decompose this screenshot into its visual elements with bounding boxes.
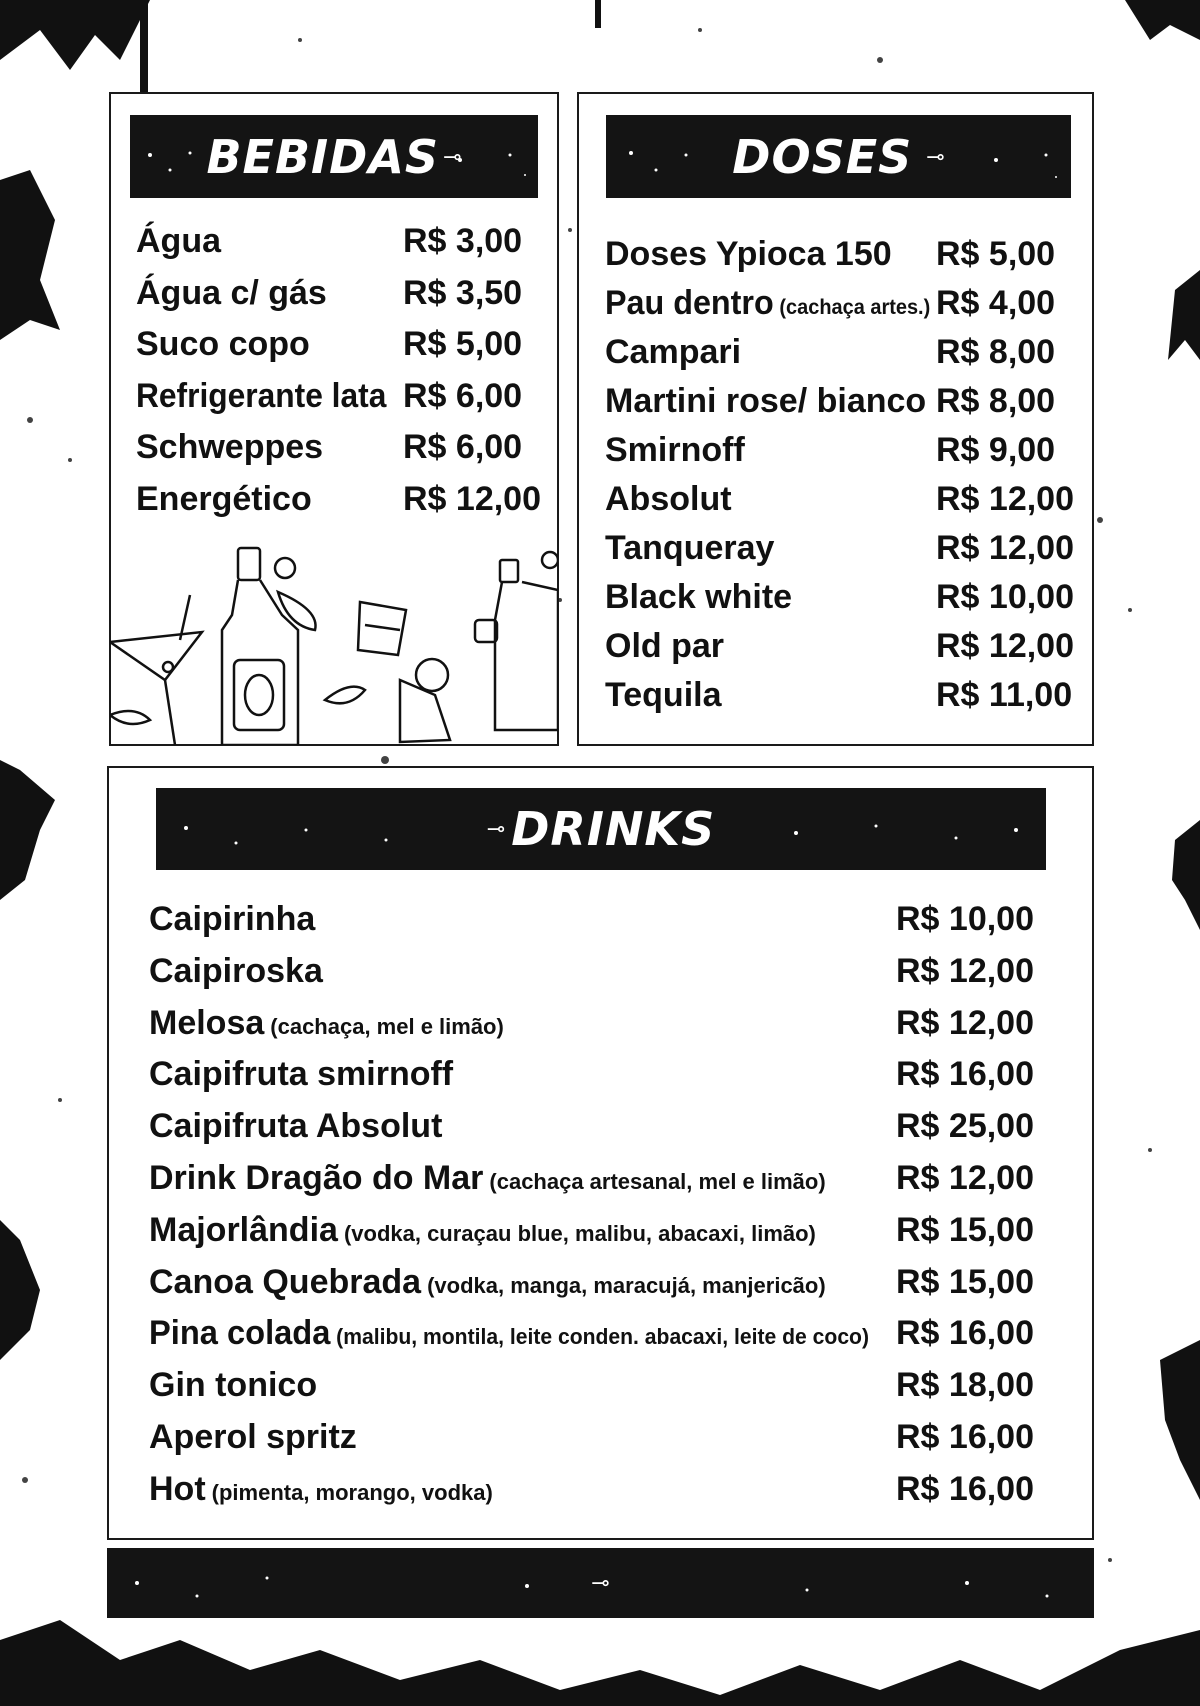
doses-item-name: Tequila [605,676,722,714]
footer-banner [107,1548,1094,1618]
bebidas-item-price: R$ 6,00 [403,428,523,466]
bebidas-item-name: Água [136,222,221,260]
drinks-item [149,1366,317,1405]
drinks-item [149,1107,442,1146]
doses-item-name: Pau dentro [605,284,774,322]
doses-item [605,480,732,519]
doses-item-price: R$ 4,00 [936,284,1056,322]
drinks-item-note: (pimenta, morango, vodka) [211,1479,493,1505]
drinks-item-price: R$ 12,00 [896,1003,1034,1042]
drinks-item-name: Melosa [149,1003,265,1042]
bebidas-title: BEBIDAS [206,129,440,184]
doses-item-name: Campari [605,333,742,371]
drinks-item-name: Caipifruta Absolut [149,1107,443,1146]
doses-item [605,235,892,274]
drinks-item [149,1314,869,1353]
bebidas-banner [130,115,538,198]
drinks-item-price: R$ 18,00 [896,1366,1034,1405]
key-ornament-icon: ⊸ [443,143,462,169]
drinks-item-price: R$ 16,00 [896,1314,1034,1353]
bebidas-item [136,480,312,519]
drinks-item-name: Canoa Quebrada [149,1262,422,1301]
doses-item-price: R$ 8,00 [936,382,1056,420]
drinks-item-price: R$ 15,00 [896,1262,1034,1301]
doses-item [605,529,774,568]
drinks-item-price: R$ 10,00 [896,900,1034,938]
bebidas-item-price: R$ 3,00 [403,222,523,260]
drinks-item-name: Caipiroska [149,951,323,990]
drinks-item [149,1159,826,1198]
leaf-icon [110,592,365,724]
drinks-title: DRINKS [511,802,716,856]
doses-item-price: R$ 11,00 [936,676,1073,714]
doses-item-name: Smirnoff [605,431,745,469]
doses-item-price: R$ 12,00 [936,529,1074,567]
drinks-item-price: R$ 16,00 [896,1469,1034,1508]
drinks-item [149,1263,826,1302]
drinks-item-name: Hot [149,1469,206,1508]
drinks-item [149,900,315,939]
drinks-item [149,1211,816,1250]
doses-item [605,627,724,666]
drinks-item-name: Aperol spritz [149,1418,357,1456]
drinks-item [149,1470,493,1509]
bebidas-item [136,222,221,261]
bottle-icon [495,552,558,730]
drinks-item [149,952,323,991]
drinks-item-price: R$ 25,00 [896,1107,1034,1146]
bebidas-item-name: Água c/ gás [136,273,327,312]
drinks-item-price: R$ 16,00 [896,1418,1034,1456]
doses-item-name: Old par [605,627,725,665]
doses-item [605,284,930,323]
doses-item-name: Black white [605,578,793,616]
drinks-item-price: R$ 15,00 [896,1210,1034,1249]
bebidas-item-price: R$ 3,50 [403,273,523,312]
doses-item-name: Absolut [605,480,732,518]
drinks-item-name: Caipirinha [149,900,316,938]
key-ornament-icon: ⊸ [926,143,945,169]
drinks-item-name: Pina colada [149,1314,331,1353]
drinks-item-name: Gin tonico [149,1366,318,1405]
key-ornament-icon: ⊸ [486,816,506,841]
doses-item-price: R$ 12,00 [936,480,1074,518]
drinks-item-name: Majorlândia [149,1210,338,1249]
bebidas-item-name: Refrigerante lata [136,376,387,415]
bebidas-item-price: R$ 12,00 [403,479,541,518]
drinks-illustration [110,530,558,745]
drinks-item-price: R$ 12,00 [896,951,1034,990]
drinks-item-name: Drink Dragão do Mar [149,1159,484,1197]
doses-item [605,382,926,421]
doses-item-name: Martini rose/ bianco [605,382,927,420]
bebidas-item [136,274,327,313]
doses-item-price: R$ 12,00 [936,627,1074,665]
drinks-item-price: R$ 16,00 [896,1055,1034,1094]
doses-item-name: Tanqueray [605,529,775,567]
drinks-item-note: (malibu, montila, leite conden. abacaxi, leite de coco) [336,1324,869,1350]
bebidas-item-name: Schweppes [136,428,324,466]
key-ornament-icon: ⊸ [591,1570,610,1595]
drinks-item-note: (cachaça artesanal, mel e limão) [489,1169,826,1194]
drinks-banner [156,788,1046,870]
whisky-glass-icon [358,602,406,655]
drinks-item [149,1004,504,1043]
bebidas-item [136,377,386,416]
doses-item-price: R$ 10,00 [936,578,1074,616]
doses-title: DOSES [732,129,913,184]
drinks-item-price: R$ 12,00 [896,1159,1034,1197]
drinks-item-note: (vodka, curaçau blue, malibu, abacaxi, limão) [343,1220,816,1246]
drinks-item [149,1418,357,1457]
doses-item [605,578,792,617]
doses-item [605,333,741,372]
lemon-slice-icon [400,659,450,742]
doses-item-name: Doses Ypioca 150 [605,235,892,273]
bebidas-item-price: R$ 6,00 [403,376,523,415]
doses-item [605,676,722,715]
drinks-item-note: (vodka, manga, maracujá, manjericão) [427,1272,826,1298]
doses-item-price: R$ 8,00 [936,333,1056,371]
doses-banner [606,115,1071,198]
doses-item-price: R$ 5,00 [936,235,1056,273]
doses-item [605,431,745,470]
bebidas-item-name: Suco copo [136,325,310,363]
bebidas-item [136,428,323,467]
doses-item-price: R$ 9,00 [936,431,1056,469]
bebidas-item-price: R$ 5,00 [403,325,523,363]
bebidas-item-name: Energético [136,479,312,518]
drinks-item-note: (cachaça, mel e limão) [270,1013,504,1039]
drinks-item [149,1055,453,1094]
bebidas-item [136,325,310,364]
drinks-item-name: Caipifruta smirnoff [149,1055,454,1094]
doses-item-note: (cachaça artes.) [779,296,931,319]
